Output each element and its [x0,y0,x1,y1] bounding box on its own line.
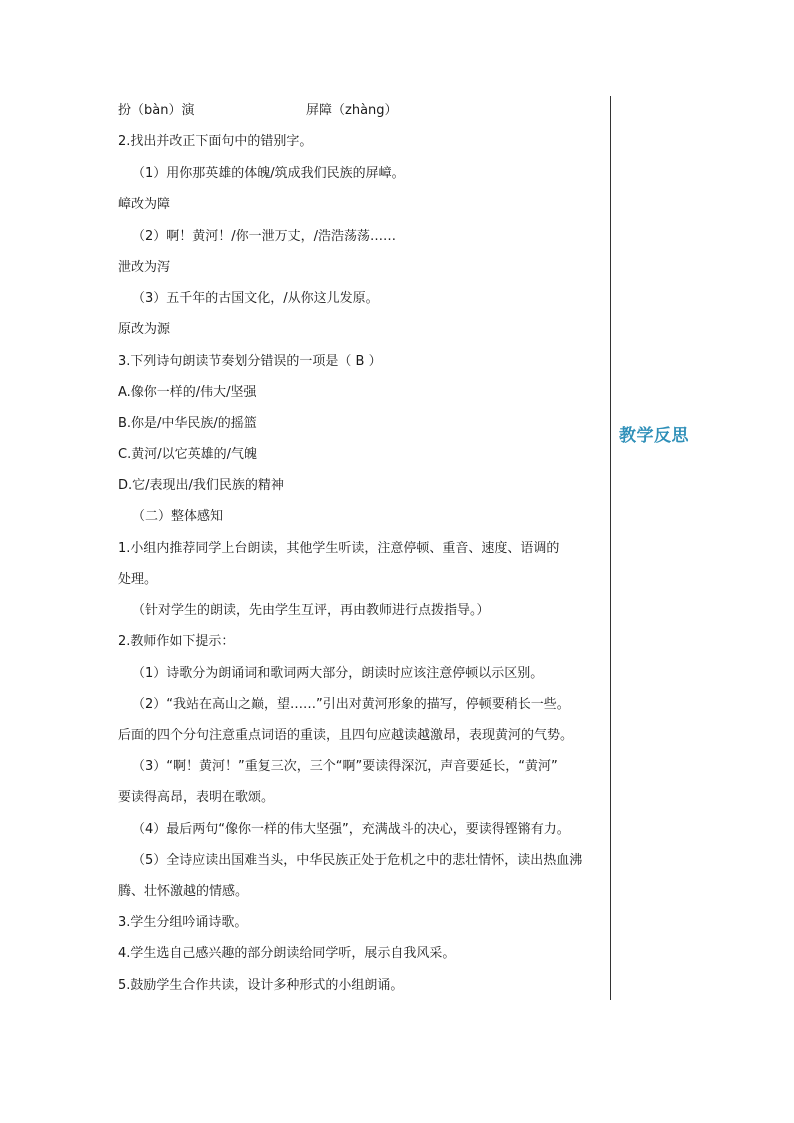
answer-2-3: 原改为源 [118,322,171,337]
pinyin-note-1: 扮（bàn）演 [118,103,195,118]
step-4: 4.学生选自己感兴趣的部分朗读给同学听，展示自我风采。 [118,946,456,961]
option-c: C.黄河/以它英雄的/气魄 [118,447,257,462]
tip-1: （1）诗歌分为朗诵词和歌词两大部分，朗读时应该注意停顿以示区别。 [132,666,544,681]
tip-2-line-2: 后面的四个分句注意重点词语的重读，且四句应越读越激昂，表现黄河的气势。 [118,728,574,743]
option-a: A.像你一样的/伟大/坚强 [118,385,257,400]
step-5: 5.鼓励学生合作共读，设计多种形式的小组朗诵。 [118,978,404,993]
step-1-line-2: 处理。 [118,572,158,587]
question-2-title: 2.找出并改正下面句中的错别字。 [118,134,313,149]
section-heading: （二）整体感知 [132,509,224,524]
option-d: D.它/表现出/我们民族的精神 [118,478,284,493]
tip-3-line-1: （3）“啊！黄河！”重复三次，三个“啊”要读得深沉，声音要延长，“黄河” [132,759,558,774]
tip-3-line-2: 要读得高昂，表明在歌颂。 [118,790,275,805]
answer-2-2: 泄改为泻 [118,260,171,275]
step-1-note: （针对学生的朗读，先由学生互评，再由教师进行点拨指导。） [132,603,490,618]
step-3: 3.学生分组吟诵诗歌。 [118,915,248,930]
column-divider [610,96,611,1000]
question-2-item-2: （2）啊！黄河！/你一泄万丈，/浩浩荡荡…… [132,229,397,244]
question-3-title: 3.下列诗句朗读节奏划分错误的一项是（ B ） [118,354,382,369]
tip-4: （4）最后两句“像你一样的伟大坚强”，充满战斗的决心，要读得铿锵有力。 [132,822,570,837]
pinyin-note-2: 屏障（zhàng） [306,103,398,118]
question-2-item-3: （3）五千年的古国文化，/从你这儿发原。 [132,291,379,306]
tip-2-line-1: （2）“我站在高山之巅，望……”引出对黄河形象的描写，停顿要稍长一些。 [132,697,570,712]
tip-5-line-2: 腾、壮怀激越的情感。 [118,884,249,899]
question-2-item-1: （1）用你那英雄的体魄/筑成我们民族的屏嶂。 [132,166,405,181]
step-1-line-1: 1.小组内推荐同学上台朗读，其他学生听读，注意停顿、重音、速度、语调的 [118,541,560,556]
teaching-reflection-label: 教学反思 [619,426,689,446]
option-b: B.你是/中华民族/的摇篮 [118,416,257,431]
step-2-title: 2.教师作如下提示： [118,634,235,649]
tip-5-line-1: （5）全诗应读出国难当头，中华民族正处于危机之中的悲壮情怀，读出热血沸 [132,853,583,868]
answer-2-1: 嶂改为障 [118,197,171,212]
